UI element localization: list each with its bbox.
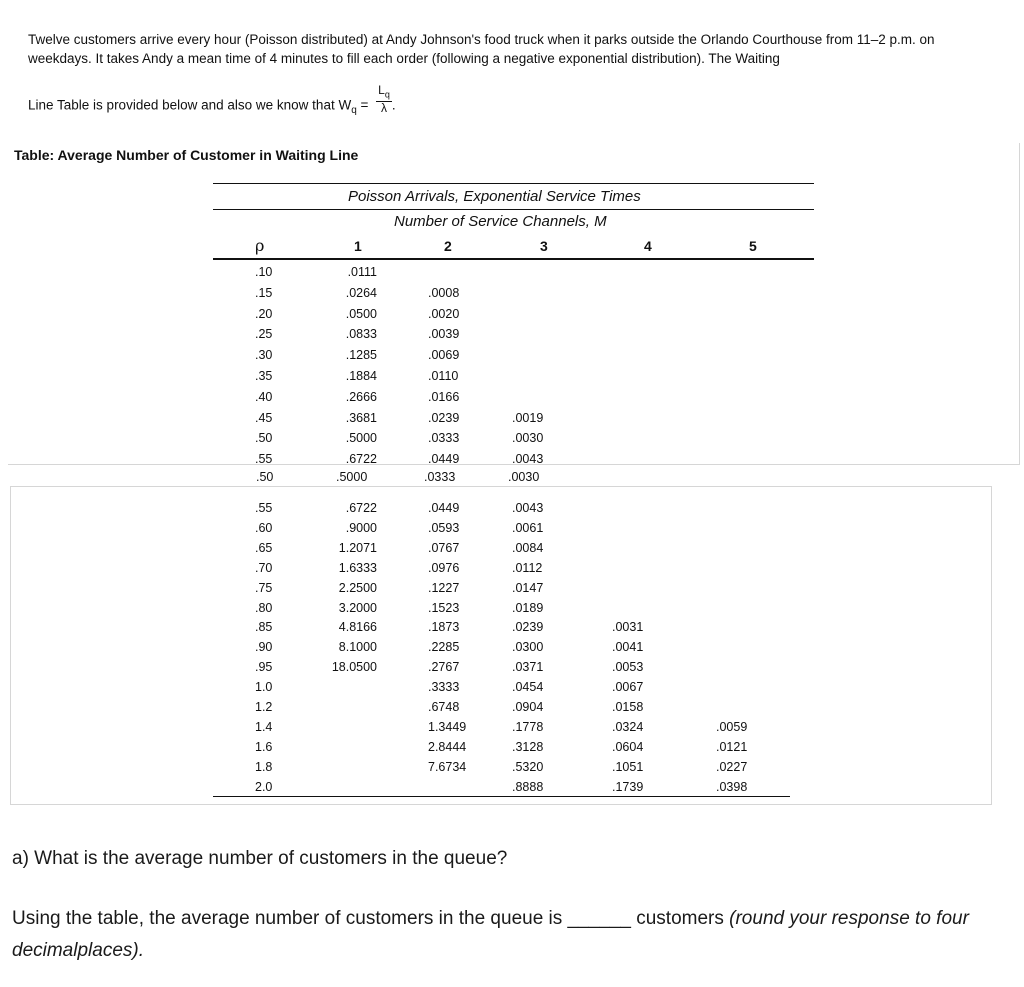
table-cell-rho: .85 — [255, 620, 273, 635]
table-cell-c5: .0227 — [716, 759, 748, 774]
table-cell-c2: .0039 — [428, 327, 460, 342]
table-cell-c1: .0833 — [345, 327, 377, 342]
answer-sentence — [12, 903, 1012, 967]
answer-blank[interactable]: ______ — [567, 908, 631, 929]
table-cell-c1: 1.2071 — [338, 540, 377, 555]
table-cell-rho: .10 — [255, 265, 273, 279]
table-cell-rho: .80 — [255, 600, 273, 615]
table-header-channels: Number of Service Channels, M — [394, 213, 607, 230]
table-cell-rho: .90 — [255, 640, 273, 655]
table-cell-c1: .5000 — [345, 431, 377, 446]
column-header-2: 2 — [444, 238, 452, 254]
table-cell-c1: 8.1000 — [338, 640, 377, 655]
table-cell-c4: .1051 — [612, 759, 644, 774]
table-cell-c2: .2285 — [428, 640, 460, 655]
table-cell-rho: .95 — [255, 660, 273, 675]
table-cell-c5: .0121 — [716, 739, 748, 754]
table-column-rule — [213, 258, 814, 260]
table-cell-c1: .1884 — [345, 369, 377, 383]
formula-fraction — [376, 84, 392, 115]
table-cell-rho: .20 — [255, 306, 273, 321]
table-cell-c3: .8888 — [512, 779, 544, 794]
table-cell-c3: .0112 — [512, 560, 543, 575]
formula-subscript: q — [351, 104, 357, 116]
table-cell-c1: 4.8166 — [338, 620, 377, 635]
table-cell-c2: .3333 — [428, 680, 460, 695]
fraction-denominator: λ — [381, 101, 387, 116]
table-cell-c3: .0371 — [512, 660, 544, 675]
table-cell-c3: .0904 — [512, 700, 544, 714]
table-header-arrivals: Poisson Arrivals, Exponential Service Times — [348, 188, 641, 205]
table-cell-c3: .0043 — [512, 501, 544, 515]
table-cell-c1: .6722 — [345, 501, 377, 515]
table-cell-c4: .0158 — [612, 700, 644, 714]
table-cell-c4: .1739 — [612, 779, 644, 794]
table-image-bottom — [10, 486, 992, 805]
table-cell-rho: .60 — [255, 520, 273, 535]
table-cell-c4: .0041 — [612, 640, 644, 655]
table-top-rule — [213, 183, 814, 184]
table-cell-rho: .45 — [255, 410, 273, 425]
table-cell-rho: 1.8 — [255, 759, 273, 774]
table-cell-rho: .75 — [255, 580, 273, 595]
table-cell-c2: .0767 — [428, 540, 460, 555]
table-cell-c2: .0110 — [428, 369, 459, 383]
table-cell-c3: .0189 — [512, 600, 544, 615]
table-cell-c2: .0976 — [428, 560, 460, 575]
table-cell-c2: .6748 — [428, 700, 460, 714]
table-cell-c2: .1523 — [428, 600, 460, 615]
table-cell-c1: 1.6333 — [338, 560, 377, 575]
clipped-row — [212, 470, 792, 494]
answer-suffix: customers — [630, 908, 730, 929]
table-cell-c1: .1285 — [345, 348, 377, 363]
formula-equals: = — [356, 97, 373, 113]
table-cell-rho: 2.0 — [255, 779, 273, 794]
table-header-rule — [213, 209, 814, 210]
table-cell-rho: .65 — [255, 540, 273, 555]
table-cell-c4: .0053 — [612, 660, 644, 675]
table-cell-c3: .1778 — [512, 719, 544, 734]
table-cell-c4: .0031 — [612, 620, 644, 635]
table-cell-c2: 2.8444 — [428, 739, 467, 754]
clipped-c2: .0333 — [424, 470, 456, 484]
table-cell-rho: .55 — [255, 501, 273, 515]
table-cell-c2: .1227 — [428, 580, 460, 595]
table-cell-c1: .6722 — [345, 452, 377, 467]
fraction-numerator: $L_q$ — [376, 84, 392, 102]
table-cell-c1: .0264 — [345, 285, 377, 300]
table-cell-c3: .0454 — [512, 680, 544, 695]
clipped-rho: .50 — [256, 470, 274, 484]
table-cell-c2: .1873 — [428, 620, 460, 635]
table-cell-rho: .35 — [255, 369, 273, 383]
formula-period: . — [391, 97, 396, 113]
table-cell-c1: .9000 — [345, 520, 377, 535]
rho-column-header: ρ — [255, 236, 265, 255]
problem-formula-line — [28, 83, 396, 121]
table-cell-c2: .2767 — [428, 660, 460, 675]
table-cell-rho: .25 — [255, 327, 273, 342]
table-cell-c2: .0593 — [428, 520, 460, 535]
table-cell-rho: 1.0 — [255, 680, 273, 695]
table-cell-c2: .0166 — [428, 389, 460, 404]
clipped-c1: .5000 — [336, 470, 368, 484]
table-cell-rho: .50 — [255, 431, 273, 446]
table-cell-rho: .15 — [255, 285, 273, 300]
table-cell-c1: 2.2500 — [338, 580, 377, 595]
table-cell-rho: .70 — [255, 560, 273, 575]
problem-text: Twelve customers arrive every hour (Poisson distributed) at Andy Johnson's food truck when it parks outside the Orlando Courthouse from 11–2 p.m. on weekdays. It takes Andy a mean time of 4 minutes to fill each order (following a negative exponential distribution). The Waiting — [28, 32, 935, 66]
table-cell-c3: .0147 — [512, 580, 544, 595]
table-title: Table: Average Number of Customer in Waiting Line — [14, 147, 359, 163]
table-cell-c2: .0449 — [428, 452, 460, 467]
table-cell-rho: 1.2 — [255, 700, 273, 714]
table-cell-c2: .0333 — [428, 431, 460, 446]
table-cell-c1: .0111 — [347, 265, 377, 279]
table-cell-rho: .40 — [255, 389, 273, 404]
table-cell-c3: .0043 — [512, 452, 544, 467]
table-cell-rho: .55 — [255, 452, 273, 467]
column-header-3: 3 — [540, 238, 548, 254]
table-cell-c1: 18.0500 — [331, 660, 377, 675]
table-cell-c3: .0061 — [512, 520, 544, 535]
table-cell-c4: .0067 — [612, 680, 644, 695]
table-cell-c2: .0069 — [428, 348, 460, 363]
table-cell-c5: .0398 — [716, 779, 748, 794]
table-bottom-rule — [213, 796, 790, 797]
table-cell-c3: .0300 — [512, 640, 544, 655]
table-cell-c4: .0604 — [612, 739, 644, 754]
table-cell-c1: .0500 — [345, 306, 377, 321]
question-a: a) What is the average number of customers in the queue? — [12, 848, 508, 869]
answer-note: (round your response to four decimalplaces). — [12, 908, 969, 961]
table-cell-c1: .2666 — [345, 389, 377, 404]
table-cell-c2: 1.3449 — [428, 719, 467, 734]
table-cell-c5: .0059 — [716, 719, 748, 734]
clipped-c3: .0030 — [508, 470, 540, 484]
table-cell-rho: .30 — [255, 348, 273, 363]
table-cell-c3: .3128 — [512, 739, 544, 754]
column-header-4: 4 — [644, 238, 652, 254]
table-cell-c2: .0239 — [428, 410, 460, 425]
table-cell-c4: .0324 — [612, 719, 644, 734]
table-cell-c1: 3.2000 — [338, 600, 377, 615]
table-cell-c2: .0008 — [428, 285, 460, 300]
table-cell-c1: .3681 — [345, 410, 377, 425]
column-header-1: 1 — [354, 238, 362, 254]
table-cell-c2: .0020 — [428, 306, 460, 321]
table-cell-c3: .0239 — [512, 620, 544, 635]
table-cell-c3: .0019 — [512, 410, 544, 425]
table-cell-rho: 1.6 — [255, 739, 273, 754]
table-cell-c2: 7.6734 — [428, 759, 467, 774]
table-cell-c3: .5320 — [512, 759, 544, 774]
table-cell-c3: .0084 — [512, 540, 544, 555]
answer-prefix: Using the table, the average number of customers in the queue is — [12, 908, 568, 929]
table-cell-c2: .0449 — [428, 501, 460, 515]
column-header-5: 5 — [749, 238, 757, 254]
table-cell-rho: 1.4 — [255, 719, 273, 734]
table-cell-c3: .0030 — [512, 431, 544, 446]
formula-prefix: Line Table is provided below and also we know that W — [28, 97, 352, 113]
